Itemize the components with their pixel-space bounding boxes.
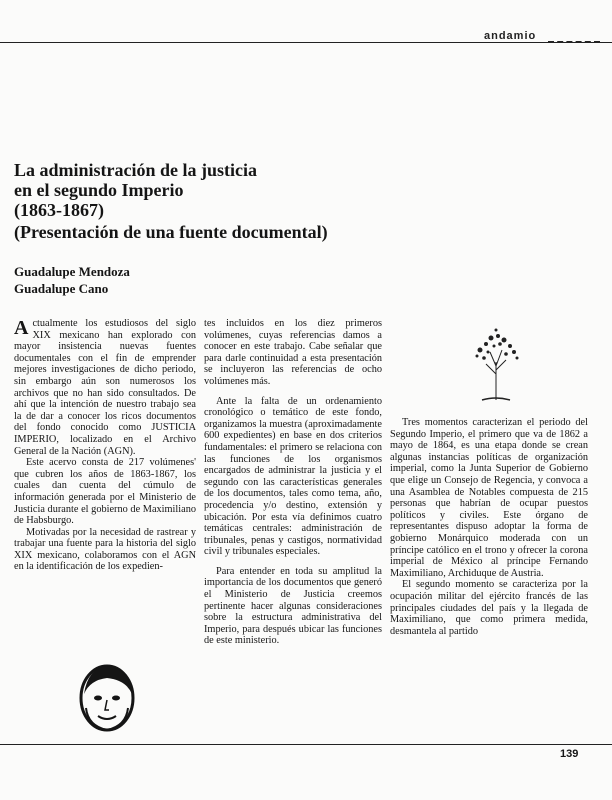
paragraph xyxy=(14,318,196,457)
page-number: 139 xyxy=(560,748,579,760)
drop-cap: A xyxy=(14,317,29,339)
text-column-2 xyxy=(204,318,382,647)
article-subtitle: (Presentación de una fuente documental) xyxy=(14,222,328,242)
paragraph: Para entender en toda su amplitud la importancia de los documentos que generó el Ministerio de Justicia creemos pertinente hacer algunas consideraciones sobre la estructura administrativa del Imperio, para después ubicar las funciones de este ministerio. xyxy=(204,565,382,647)
paragraph-text: ctualmente los estudiosos del siglo XIX mexicano han explorado con mayor insistencia nuevas fuentes documentales con el fin de emprender mejores investigaciones de dicho periodo, sin embargo aún son numerosos los archivos que no han sido consultados. De ahí que la intención de nuestro trabajo sea la de dar a conocer los ricos documentos del fondo conocido como JUSTICIA IMPERIO, localizado en el Archivo General de la Nación (AGN). xyxy=(14,318,196,457)
title-line: (1863-1867) xyxy=(14,200,104,220)
title-line: en el segundo Imperio xyxy=(14,180,184,200)
author-name: Guadalupe Cano xyxy=(14,281,109,296)
header-rule xyxy=(0,42,612,43)
portrait-icon xyxy=(72,660,142,735)
header-rule-dashes xyxy=(548,41,600,43)
tree-icon xyxy=(460,322,530,402)
text-column-3 xyxy=(390,417,588,637)
title-line: La administración de la justicia xyxy=(14,160,258,180)
author-list xyxy=(14,263,130,297)
article-title xyxy=(14,160,434,242)
paragraph: El segundo momento se caracteriza por la ocupación militar del ejército francés de las principales ciudades del país y la llegada de Maximiliano, que como primera medida, desmantela al partido xyxy=(390,579,588,637)
paragraph: tes incluidos en los diez primeros volúmenes, cuyas referencias damos a conocer en este trabajo. Cabe señalar que para darle continuidad a esta presentación se incluyeron las referencias de ocho volúmenes más. xyxy=(204,318,382,387)
paragraph: Ante la falta de un ordenamiento cronológico o temático de este fondo, organizamos la muestra (aproximadamente 600 expedientes) en base en dos criterios fundamentales: el primero se relaciona con las funciones de los organismos encargados de administrar la justicia y el segundo con las características generales de los documentos, tales como tema, año, procedencia y/o destino, extensión y ubicación. Por esta vía definimos cuatro temáticas centrales: administración de tribunales, penas y castigos, normatividad civil y tribunales especiales. xyxy=(204,395,382,558)
author-name: Guadalupe Mendoza xyxy=(14,264,130,279)
journal-name: andamio xyxy=(480,30,540,42)
paragraph: Este acervo consta de 217 volúmenes' que cubren los años de 1863-1867, los cuales dan cuenta del cúmulo de información generada por el Ministerio de Justicia durante el gobierno de Maximiliano de Habsburgo. xyxy=(14,457,196,527)
text-column-1 xyxy=(14,318,196,573)
paragraph: Tres momentos caracterizan el periodo del Segundo Imperio, el primero que va de 1862 a mayo de 1864, es una etapa donde se crean algunas instancias políticas de organización imperial, como la Junta Superior de Gobierno que elige un Consejo de Regencia, y convoca a una Asamblea de Notables compuesta de 215 personas que habrían de ocupar puestos políticos y civiles. Este órgano de representantes dispuso adoptar la forma de gobierno Monárquico moderada con un príncipe católico en el trono y ofrecer la corona imperial de México al príncipe Fernando Maximiliano, Archiduque de Austria. xyxy=(390,417,588,579)
paragraph: Motivadas por la necesidad de rastrear y trabajar una fuente para la historia del siglo XIX mexicano, colaboramos con el AGN en la identificación de los expedien- xyxy=(14,526,196,573)
footer-rule xyxy=(0,744,612,745)
